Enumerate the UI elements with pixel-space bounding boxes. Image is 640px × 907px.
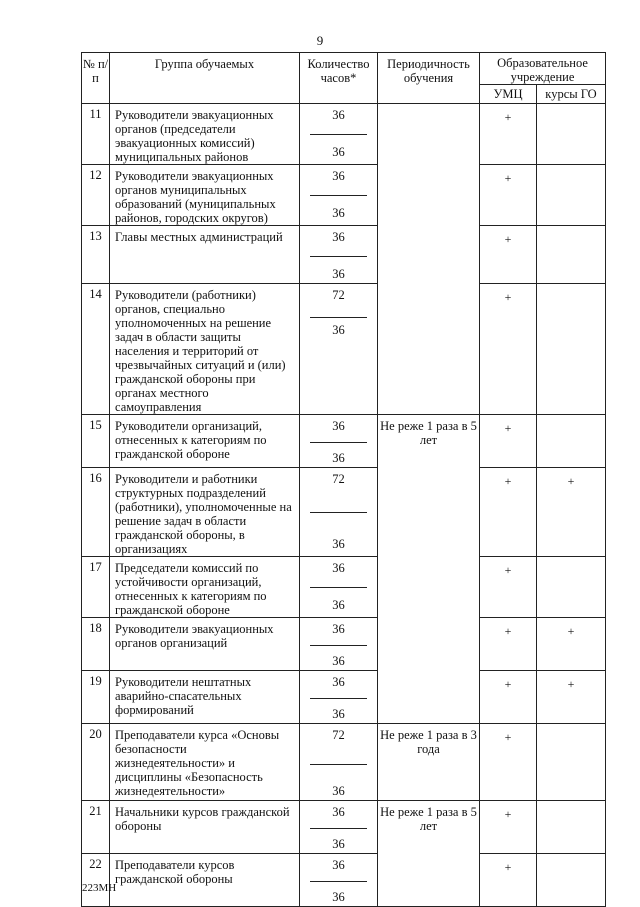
header-hours: Количество часов*: [300, 53, 378, 104]
period-cell: Не реже 1 раза в 3 года: [378, 724, 480, 801]
table-row: [82, 104, 606, 165]
hours-divider: [310, 645, 367, 646]
hours-bottom-value: 36: [332, 837, 345, 851]
hours-top-value: 36: [332, 169, 345, 183]
courses-mark: +: [537, 671, 606, 724]
hours-cell: [300, 226, 378, 284]
table-row: [82, 415, 606, 468]
table-row: [82, 724, 606, 801]
hours-top-value: 36: [332, 230, 345, 244]
period-cell: Не реже 1 раза в 5 лет: [378, 801, 480, 907]
hours-divider: [310, 512, 367, 513]
courses-mark: [537, 165, 606, 226]
table-row: [82, 284, 606, 415]
umc-mark: +: [480, 104, 537, 165]
training-table: [81, 52, 606, 907]
table-row: [82, 618, 606, 671]
hours-top-value: 36: [332, 561, 345, 575]
courses-mark: [537, 557, 606, 618]
table-row: [82, 854, 606, 907]
courses-mark: [537, 284, 606, 415]
row-number: 17: [82, 557, 110, 618]
hours-bottom-value: 36: [332, 784, 345, 798]
umc-mark: +: [480, 724, 537, 801]
header-num: № п/п: [82, 53, 110, 104]
umc-mark: +: [480, 618, 537, 671]
hours-bottom-value: 36: [332, 451, 345, 465]
hours-cell: [300, 854, 378, 907]
header-institution: Образовательное учреждение: [480, 53, 606, 85]
courses-mark: +: [537, 468, 606, 557]
umc-mark: +: [480, 671, 537, 724]
hours-divider: [310, 698, 367, 699]
table-row: [82, 557, 606, 618]
header-umc: УМЦ: [480, 85, 537, 104]
hours-cell: [300, 801, 378, 854]
group-cell: Начальники курсов гражданской обороны: [110, 801, 300, 854]
table-row: [82, 671, 606, 724]
hours-cell: [300, 618, 378, 671]
row-number: 11: [82, 104, 110, 165]
hours-bottom-value: 36: [332, 707, 345, 721]
hours-top-value: 72: [332, 472, 345, 486]
hours-divider: [310, 828, 367, 829]
courses-mark: +: [537, 618, 606, 671]
hours-divider: [310, 134, 367, 135]
hours-cell: [300, 557, 378, 618]
umc-mark: +: [480, 801, 537, 854]
umc-mark: +: [480, 557, 537, 618]
umc-mark: +: [480, 854, 537, 907]
row-number: 14: [82, 284, 110, 415]
row-number: 20: [82, 724, 110, 801]
group-cell: Председатели комиссий по устойчивости организаций, отнесенных к категориям по гражданской обороне: [110, 557, 300, 618]
umc-mark: +: [480, 226, 537, 284]
group-cell: Главы местных администраций: [110, 226, 300, 284]
hours-bottom-value: 36: [332, 654, 345, 668]
hours-top-value: 36: [332, 419, 345, 433]
row-number: 18: [82, 618, 110, 671]
hours-top-value: 36: [332, 805, 345, 819]
hours-cell: [300, 671, 378, 724]
hours-top-value: 36: [332, 858, 345, 872]
header-period: Периодичность обучения: [378, 53, 480, 104]
row-number: 12: [82, 165, 110, 226]
period-cell: [378, 104, 480, 415]
courses-mark: [537, 226, 606, 284]
hours-divider: [310, 317, 367, 318]
table-row: [82, 226, 606, 284]
courses-mark: [537, 104, 606, 165]
footer-code: 223МН: [82, 882, 117, 894]
hours-top-value: 36: [332, 622, 345, 636]
hours-cell: [300, 284, 378, 415]
hours-divider: [310, 764, 367, 765]
umc-mark: +: [480, 165, 537, 226]
group-cell: Руководители (работники) органов, специально уполномоченных на решение задач в области защиты населения и территорий от чрезвычайных ситуаций и (или) гражданской обороны при органах местного самоуправления: [110, 284, 300, 415]
hours-bottom-value: 36: [332, 267, 345, 281]
courses-mark: [537, 415, 606, 468]
group-cell: Руководители эвакуационных органов муниципальных образований (муниципальных районов, городских округов): [110, 165, 300, 226]
group-cell: Руководители и работники структурных подразделений (работники), уполномоченные на решение задач в области гражданской обороны, в организациях: [110, 468, 300, 557]
umc-mark: +: [480, 468, 537, 557]
hours-cell: [300, 104, 378, 165]
hours-divider: [310, 881, 367, 882]
hours-divider: [310, 587, 367, 588]
group-cell: Руководители эвакуационных органов (председатели эвакуационных комиссий) муниципальных районов: [110, 104, 300, 165]
hours-top-value: 36: [332, 675, 345, 689]
umc-mark: +: [480, 415, 537, 468]
hours-bottom-value: 36: [332, 323, 345, 337]
hours-cell: [300, 165, 378, 226]
period-cell: Не реже 1 раза в 5 лет: [378, 415, 480, 724]
hours-top-value: 36: [332, 108, 345, 122]
group-cell: Руководители организаций, отнесенных к категориям по гражданской обороне: [110, 415, 300, 468]
header-courses: курсы ГО: [537, 85, 606, 104]
hours-bottom-value: 36: [332, 537, 345, 551]
group-cell: Руководители эвакуационных органов организаций: [110, 618, 300, 671]
row-number: 13: [82, 226, 110, 284]
hours-bottom-value: 36: [332, 145, 345, 159]
group-cell: Преподаватели курса «Основы безопасности жизнедеятельности» и дисциплины «Безопасность жизнедеятельности»: [110, 724, 300, 801]
row-number: 22: [82, 854, 110, 907]
row-number: 19: [82, 671, 110, 724]
hours-bottom-value: 36: [332, 598, 345, 612]
courses-mark: [537, 801, 606, 854]
hours-cell: [300, 724, 378, 801]
row-number: 16: [82, 468, 110, 557]
hours-divider: [310, 195, 367, 196]
header-group: Группа обучаемых: [110, 53, 300, 104]
courses-mark: [537, 724, 606, 801]
hours-bottom-value: 36: [332, 890, 345, 904]
hours-divider: [310, 256, 367, 257]
group-cell: Руководители нештатных аварийно-спасательных формирований: [110, 671, 300, 724]
hours-cell: [300, 415, 378, 468]
table-row: [82, 165, 606, 226]
hours-top-value: 72: [332, 288, 345, 302]
row-number: 15: [82, 415, 110, 468]
table-row: [82, 468, 606, 557]
hours-divider: [310, 442, 367, 443]
courses-mark: [537, 854, 606, 907]
page-number: 9: [316, 33, 324, 48]
group-cell: Преподаватели курсов гражданской обороны: [110, 854, 300, 907]
hours-cell: [300, 468, 378, 557]
umc-mark: +: [480, 284, 537, 415]
row-number: 21: [82, 801, 110, 854]
hours-bottom-value: 36: [332, 206, 345, 220]
table-row: [82, 801, 606, 854]
hours-top-value: 72: [332, 728, 345, 742]
